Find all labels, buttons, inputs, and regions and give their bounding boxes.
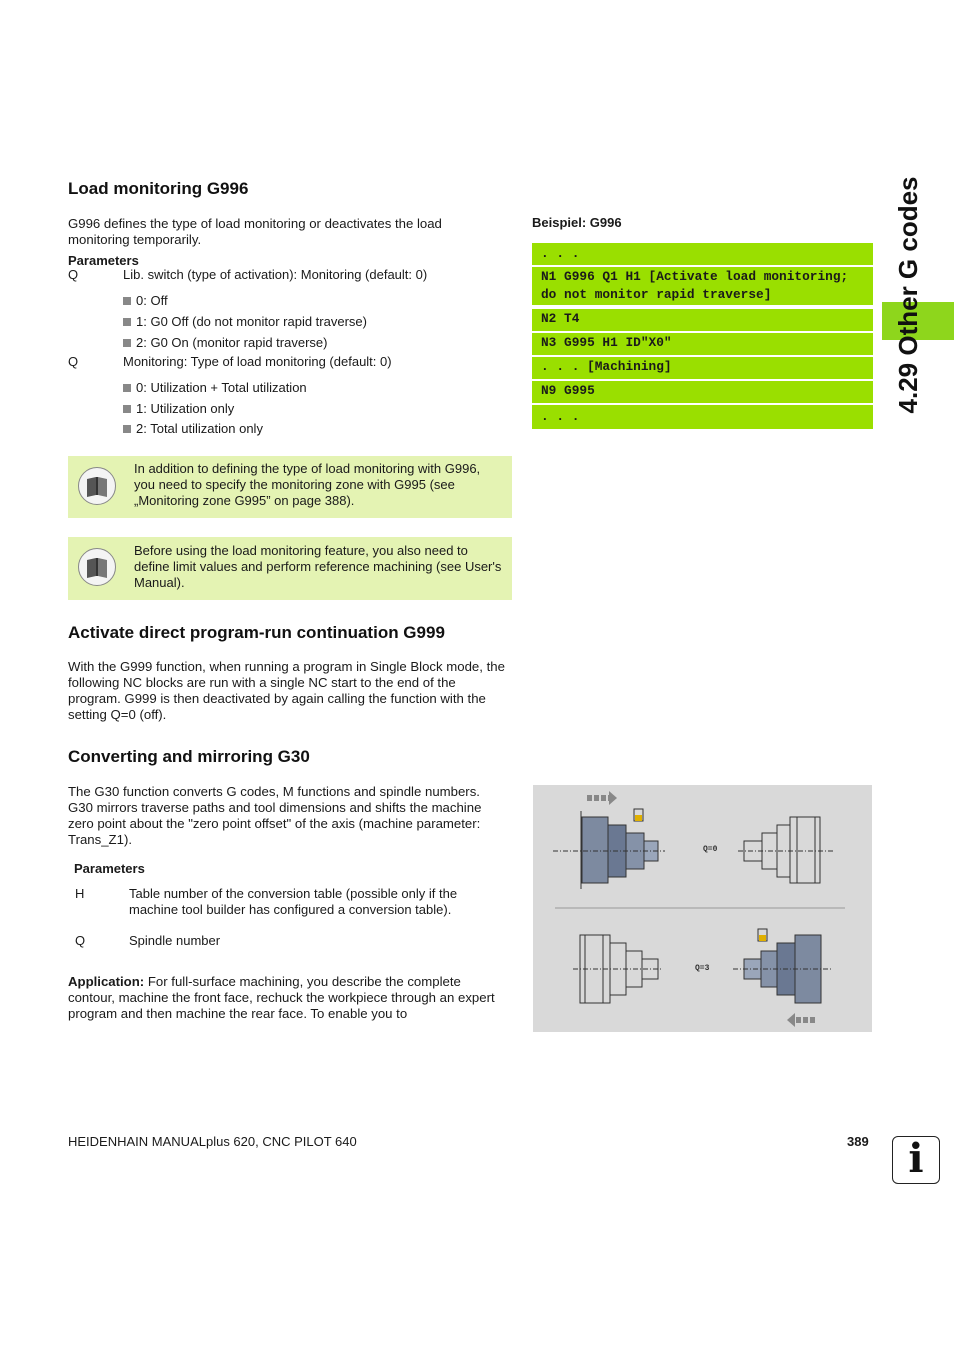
- params-label: Parameters: [74, 861, 145, 876]
- code-line: . . .: [532, 405, 873, 429]
- code-line: N9 G995: [532, 381, 873, 403]
- params-label: Parameters: [68, 253, 139, 268]
- code-line: N2 T4: [532, 309, 873, 331]
- info-icon: i: [892, 1136, 940, 1184]
- list-item: 1: Utilization only: [123, 401, 234, 417]
- svg-text:Q=0: Q=0: [703, 845, 718, 854]
- example-label: Beispiel: G996: [532, 215, 622, 230]
- svg-text:4.29 Other G codes: 4.29 Other G codes: [893, 176, 923, 414]
- section-heading-g999: Activate direct program-run continuation G999: [68, 623, 445, 642]
- manual-book-icon: [78, 467, 116, 505]
- code-line: . . .: [532, 243, 873, 265]
- list-item: 0: Utilization + Total utilization: [123, 380, 307, 396]
- list-item: 0: Off: [123, 293, 168, 309]
- param-desc: Monitoring: Type of load monitoring (default: 0): [123, 354, 392, 369]
- code-line: N1 G996 Q1 H1 [Activate load monitoring; do not monitor rapid traverse]: [532, 267, 873, 305]
- section-body: The G30 function converts G codes, M functions and spindle numbers. G30 mirrors traverse paths and tool dimensions and shifts the machine zero point about the "zero point offset" of the axis (machine parameter: Trans_Z1).: [68, 784, 482, 847]
- param-key: Q: [75, 933, 86, 948]
- manual-book-icon: [78, 548, 116, 586]
- param-key: Q: [68, 354, 79, 369]
- section-heading-g30: Converting and mirroring G30: [68, 747, 310, 766]
- param-desc: Table number of the conversion table (possible only if the machine tool builder has configured a conversion table).: [129, 886, 458, 917]
- code-line: . . . [Machining]: [532, 357, 873, 379]
- param-key: Q: [68, 267, 79, 282]
- note-box: [68, 537, 512, 600]
- section-intro: G996 defines the type of load monitoring or deactivates the load monitoring temporarily.: [68, 216, 442, 247]
- param-desc: Spindle number: [129, 933, 221, 948]
- code-line: N3 G995 H1 ID"X0": [532, 333, 873, 355]
- application-paragraph: Application: For full-surface machining, you describe the complete contour, machine the front face, rechuck the workpiece through an expert program and then machine the rear face. To enable you to: [68, 974, 495, 1021]
- footer-product: HEIDENHAIN MANUALplus 620, CNC PILOT 640: [68, 1134, 357, 1149]
- note-text: Before using the load monitoring feature, you also need to define limit values and perform reference machining (see User's Manual).: [134, 543, 502, 590]
- svg-text:Q=3: Q=3: [695, 964, 710, 973]
- list-item: 2: Total utilization only: [123, 421, 263, 437]
- g30-mirroring-figure: [533, 785, 872, 1032]
- section-body: With the G999 function, when running a program in Single Block mode, the following NC blocks are run with a single NC start to the end of the program. G999 is then deactivated by again calling the function with the setting Q=0 (off).: [68, 659, 505, 722]
- list-item: 2: G0 On (monitor rapid traverse): [123, 335, 327, 351]
- param-key: H: [75, 886, 85, 901]
- param-desc: Lib. switch (type of activation): Monitoring (default: 0): [123, 267, 428, 282]
- note-text: In addition to defining the type of load monitoring with G996, you need to specify the monitoring zone with G995 (see „Monitoring zone G995” on page 388).: [134, 461, 481, 508]
- page-number: 389: [847, 1134, 869, 1149]
- chapter-title-vertical: [878, 170, 938, 420]
- section-heading-load-monitoring: Load monitoring G996: [68, 179, 249, 198]
- note-box: [68, 456, 512, 518]
- list-item: 1: G0 Off (do not monitor rapid traverse): [123, 314, 367, 330]
